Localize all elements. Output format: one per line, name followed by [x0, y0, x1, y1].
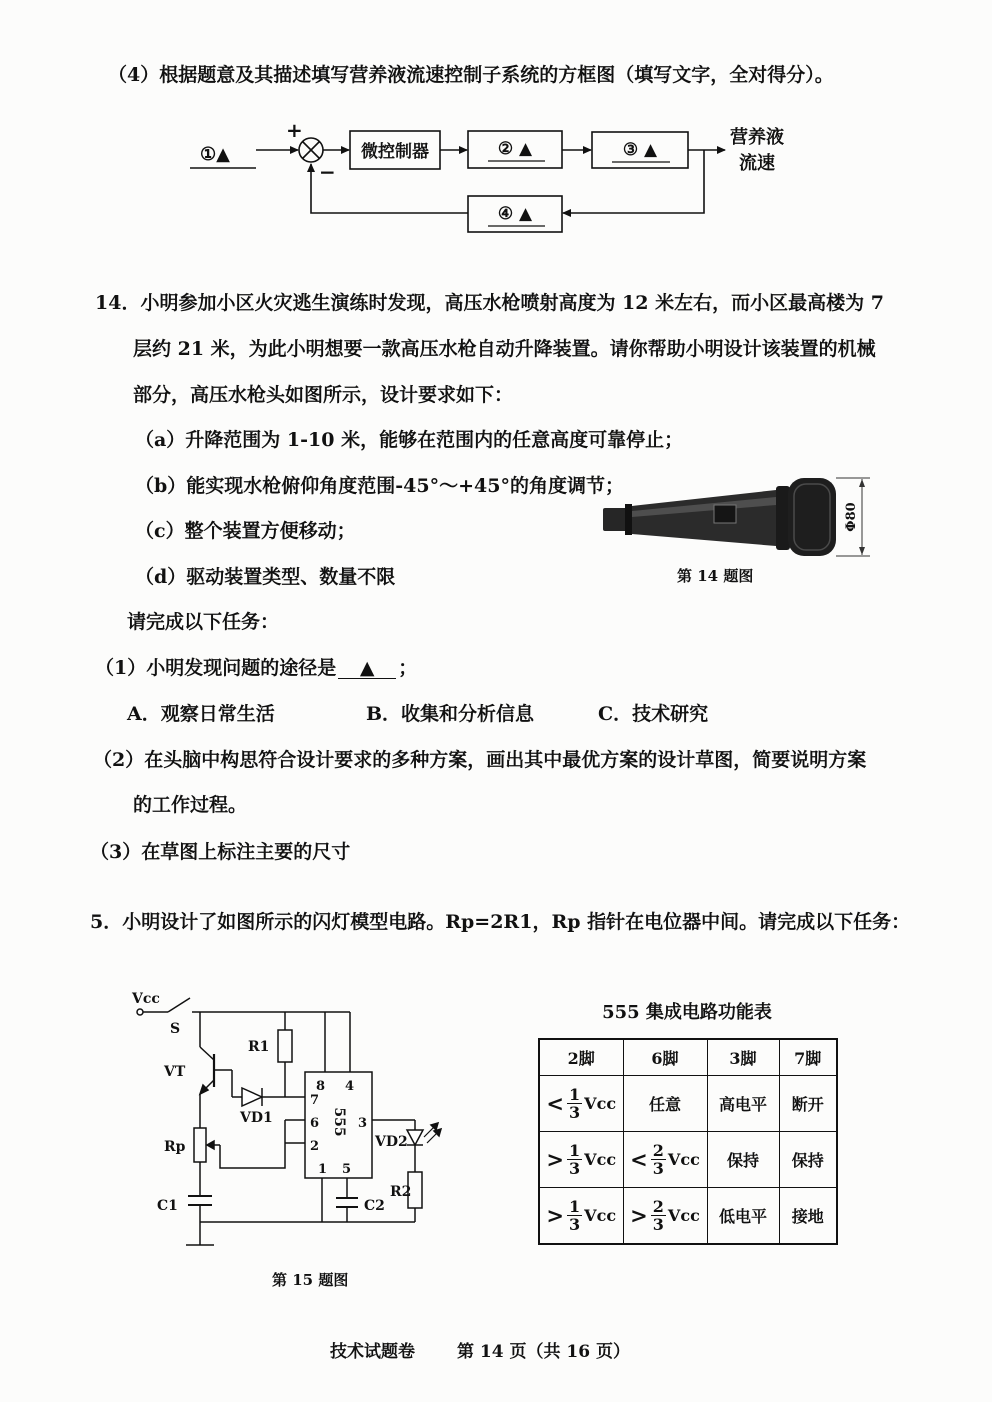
table-row — [539, 1076, 837, 1132]
numerator: 1 — [569, 1141, 581, 1160]
wire — [220, 1120, 285, 1168]
nozzle-ring — [625, 504, 632, 535]
q13-4-prompt: （4）根据题意及其描述填写营养液流速控制子系统的方框图（填写文字，全对得分）。 — [108, 64, 834, 86]
switch-s — [168, 998, 190, 1012]
comparison-sign: < — [546, 1091, 565, 1116]
unit: Vcc — [584, 1206, 617, 1225]
pin-7-label: 7 — [310, 1093, 320, 1108]
denominator: 3 — [569, 1215, 581, 1234]
block-diagram — [190, 118, 784, 232]
q14-task-3: （3）在草图上标注主要的尺寸 — [90, 841, 351, 863]
numerator: 1 — [569, 1085, 581, 1104]
q14-task-2-line-2: 的工作过程。 — [133, 794, 248, 816]
table-cell: 保持 — [779, 1132, 837, 1188]
arrowhead — [859, 547, 865, 555]
pin-5-label: 5 — [342, 1162, 352, 1177]
arrowhead — [307, 163, 315, 172]
rp-wiper-arrow — [207, 1141, 214, 1149]
ic-555-label: 555 — [331, 1107, 347, 1137]
table-cell: 断开 — [779, 1076, 837, 1132]
option-a: A．观察日常生活 — [127, 703, 275, 725]
arrowhead — [859, 479, 865, 487]
arrowhead — [459, 146, 468, 154]
output-label-line-1: 营养液 — [730, 127, 784, 148]
table-cell — [623, 1188, 707, 1245]
table-cell: 任意 — [623, 1076, 707, 1132]
table-row — [539, 1188, 837, 1245]
table-title: 555 集成电路功能表 — [602, 1002, 772, 1023]
q14-task-intro: 请完成以下任务： — [127, 611, 280, 633]
input-label: ①▲ — [200, 144, 230, 165]
fraction-value — [630, 1198, 700, 1233]
vd1-label: VD1 — [240, 1110, 273, 1126]
comparison-sign: < — [630, 1147, 648, 1172]
arrowhead — [341, 146, 350, 154]
q14-figure-caption: 第 14 题图 — [677, 567, 754, 585]
unit: Vcc — [667, 1206, 700, 1225]
table-cell: 保持 — [707, 1132, 779, 1188]
vcc-label: Vcc — [132, 991, 160, 1007]
table-header: 6脚 — [623, 1039, 707, 1076]
transistor-collector — [200, 1047, 214, 1060]
comparison-sign: > — [546, 1147, 565, 1172]
pin-8-label: 8 — [316, 1079, 326, 1094]
table-header-row — [539, 1039, 837, 1076]
fraction — [651, 1142, 666, 1177]
fraction-value — [546, 1086, 616, 1121]
footer-page-number: 第 14 页（共 16 页） — [457, 1342, 630, 1362]
block-2-label: ② ▲ — [497, 139, 533, 159]
fraction — [651, 1198, 666, 1233]
table-header: 3脚 — [707, 1039, 779, 1076]
plus-sign: + — [286, 118, 303, 142]
table-cell: 低电平 — [707, 1188, 779, 1245]
numerator: 1 — [569, 1197, 581, 1216]
q14-intro-line-1: 14．小明参加小区火灾逃生演练时发现，高压水枪喷射高度为 12 米左右，而小区最高楼为 7 — [95, 292, 884, 314]
fraction-value — [546, 1142, 616, 1177]
arrowhead — [562, 209, 571, 217]
resistor-r1 — [278, 1030, 292, 1062]
led-vd2 — [407, 1130, 423, 1145]
vd2-label: VD2 — [375, 1134, 408, 1150]
diameter-dimension-label: Φ80 — [844, 502, 859, 532]
arrowhead — [717, 146, 726, 154]
unit: Vcc — [584, 1150, 617, 1169]
q15-prompt: 5．小明设计了如图所示的闪灯模型电路。Rp=2R1，Rp 指针在电位器中间。请完成以下任务： — [90, 911, 911, 933]
q14-requirement-b: （b）能实现水枪俯仰角度范围-45°～+45°的角度调节； — [135, 475, 624, 497]
water-gun-nozzle-figure — [603, 478, 870, 556]
table-header: 7脚 — [779, 1039, 837, 1076]
table-cell — [539, 1132, 623, 1188]
option-c: C．技术研究 — [598, 703, 709, 725]
answer-blank: ▲ — [338, 658, 396, 679]
q14-requirement-c: （c）整个装置方便移动； — [135, 520, 356, 542]
denominator: 3 — [569, 1103, 581, 1122]
flasher-circuit — [131, 991, 441, 1245]
fraction-value — [546, 1198, 616, 1233]
table-cell: 高电平 — [707, 1076, 779, 1132]
switch-label: S — [170, 1021, 181, 1037]
fraction-value — [630, 1142, 700, 1177]
q14-task-1-prefix: （1）小明发现问题的途径是 — [95, 657, 337, 679]
nozzle-barrel — [632, 490, 776, 546]
table-cell — [539, 1188, 623, 1245]
q14-requirement-a: （a）升降范围为 1-10 米，能够在范围内的任意高度可靠停止； — [135, 429, 684, 451]
numerator: 2 — [652, 1197, 664, 1216]
nozzle-tip — [603, 508, 627, 531]
q14-requirement-d: （d）驱动装置类型、数量不限 — [135, 566, 396, 588]
output-label-line-2: 流速 — [739, 153, 775, 174]
pin-4-label: 4 — [345, 1079, 355, 1094]
q14-intro-line-2: 层约 21 米，为此小明想要一款高压水枪自动升降装置。请你帮助小明设计该装置的机械 — [133, 338, 876, 360]
potentiometer-rp — [194, 1128, 206, 1162]
comparison-sign: > — [546, 1203, 565, 1228]
unit: Vcc — [584, 1094, 617, 1113]
q14-task-2-line-1: （2）在头脑中构思符合设计要求的多种方案，画出其中最优方案的设计草图，简要说明方案 — [93, 749, 867, 771]
pin-3-label: 3 — [358, 1116, 368, 1131]
q15-figure-caption: 第 15 题图 — [272, 1271, 349, 1289]
c1-label: C1 — [157, 1198, 178, 1214]
vcc-terminal — [137, 1009, 143, 1015]
table-cell — [539, 1076, 623, 1132]
r1-label: R1 — [248, 1039, 270, 1055]
footer-left: 技术试题卷 — [330, 1342, 415, 1362]
block-4-label: ④ ▲ — [497, 204, 533, 224]
fraction — [567, 1198, 582, 1233]
controller-block-label: 微控制器 — [361, 142, 429, 162]
denominator: 3 — [652, 1215, 664, 1234]
unit: Vcc — [667, 1150, 700, 1169]
fraction — [567, 1142, 582, 1177]
diode-vd1 — [242, 1088, 262, 1106]
numerator: 2 — [652, 1141, 664, 1160]
vt-label: VT — [164, 1064, 186, 1080]
fraction — [567, 1086, 582, 1121]
table-row — [539, 1132, 837, 1188]
nozzle-collar — [776, 486, 790, 550]
table-cell — [623, 1132, 707, 1188]
pin-6-label: 6 — [310, 1116, 320, 1131]
denominator: 3 — [569, 1159, 581, 1178]
q14-intro-line-3: 部分，高压水枪头如图所示，设计要求如下： — [133, 384, 514, 406]
minus-sign: − — [319, 160, 336, 184]
comparison-sign: > — [630, 1203, 648, 1228]
ic-555-function-table — [538, 1038, 838, 1245]
c2-label: C2 — [364, 1198, 385, 1214]
pin-2-label: 2 — [310, 1139, 320, 1154]
table-cell: 接地 — [779, 1188, 837, 1245]
block-3-label: ③ ▲ — [622, 140, 658, 160]
rp-label: Rp — [164, 1139, 186, 1155]
q14-task-1-suffix: ； — [398, 657, 418, 679]
denominator: 3 — [652, 1159, 664, 1178]
r2-label: R2 — [390, 1184, 412, 1200]
table-header: 2脚 — [539, 1039, 623, 1076]
option-b: B．收集和分析信息 — [366, 703, 535, 725]
arrowhead — [290, 146, 299, 154]
pin-1-label: 1 — [318, 1162, 328, 1177]
arrowhead — [583, 146, 592, 154]
nozzle-switch — [714, 505, 736, 523]
